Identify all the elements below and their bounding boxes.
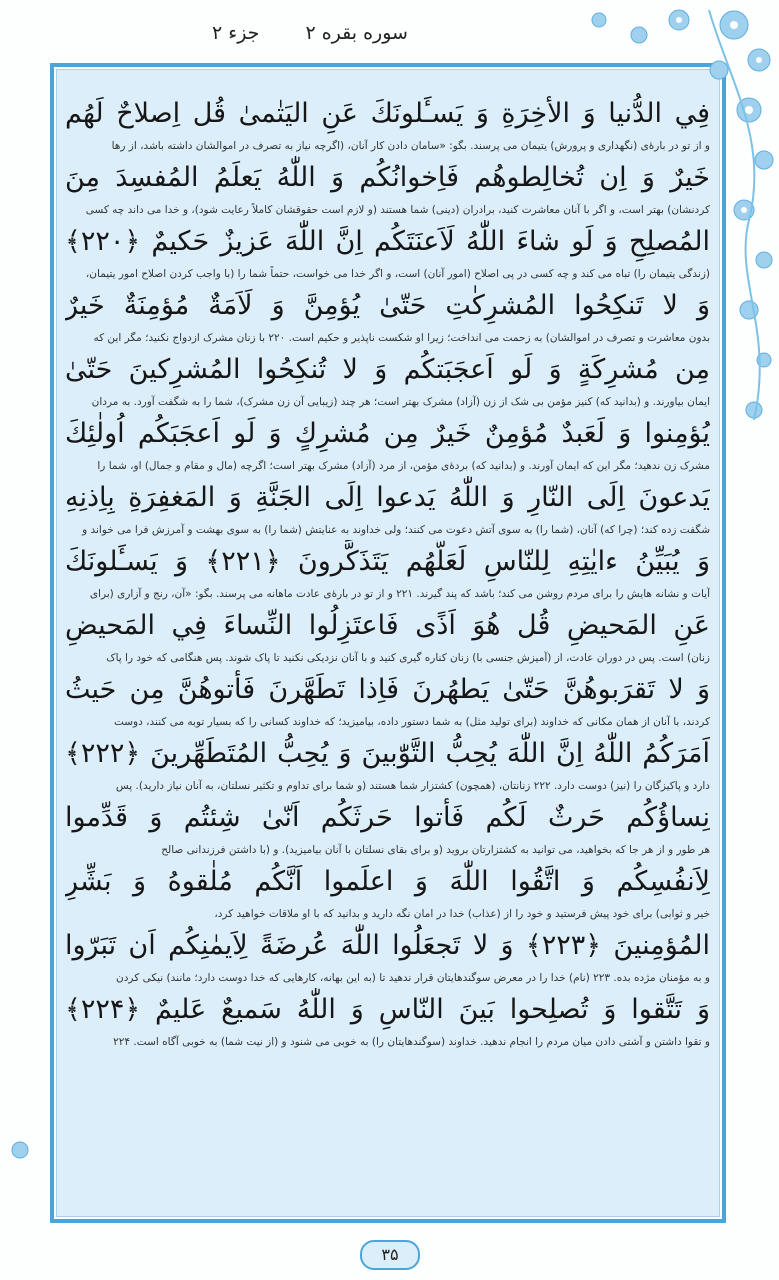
persian-translation-line: شگفت زده کند؛ (چرا که) آنان، (شما را) به سوی آتش دعوت می کنند؛ ولی خداوند به عنایتش (شما را) به سوی بهشت و آمرزش فرا می خواند و <box>82 524 710 536</box>
arabic-verse-line: مِن مُشرِكَةٍ وَ لَو اَعجَبَتكُم وَ لا تُنكِحُوا المُشرِكينَ حَتّىٰ <box>65 354 710 385</box>
surah-label: سوره بقره ۲ <box>305 22 408 44</box>
corner-ornament-icon <box>0 1130 40 1170</box>
arabic-verse-line: وَ تَتَّقوا وَ تُصلِحوا بَينَ النّاسِ وَ اللّٰهُ سَميعٌ عَليمٌ ﴿۲۲۴﴾ <box>65 994 710 1025</box>
persian-translation-line: زنان) است. پس در دوران عادت، از (آمیزش جنسی با) زنان کناره گیری کنید و با آنان نزدیکی نکنید تا پاک شوند. پس هنگامی که خود را پاک <box>106 652 710 664</box>
persian-translation-line: و از تو در بارۀی (نگهداری و پرورش) یتیمان می پرسند. بگو: «سامان دادن کار آنان، (اگرچه نیاز به تصرف در اموالشان داشته باشد، از رها <box>111 140 710 152</box>
persian-translation-line: بدون معاشرت و تصرف در اموالشان) به زحمت می انداخت؛ زیرا او شکست ناپذیر و حکیم است. ۲۲۰ با زنان مشرک ازدواج نکنید؛ مگر این که <box>93 332 710 344</box>
persian-translation-line: دارد و پاکیزگان را (نیز) دوست دارد. ۲۲۲ زنانتان، (همچون) کشتزار شما هستند (و شما برای تداوم و تکثیر نسلتان، به آنان نیاز دارید). پس <box>115 780 710 792</box>
persian-translation-line: و به مؤمنان مژده بده. ۲۲۳ (نام) خدا را در معرض سوگندهایتان قرار ندهید تا (به این بهانه، کارهایی که خدا دوست دارد؛ مانند) نیکی کردن <box>116 972 710 984</box>
arabic-verse-line: يَدعونَ اِلَى النّارِ وَ اللّٰهُ يَدعوا اِلَى الجَنَّةِ وَ المَغفِرَةِ بِاِذنِهِ <box>65 482 710 513</box>
arabic-verse-line: المُصلِحِ وَ لَو شاءَ اللّٰهُ لَاَعنَتَكُم اِنَّ اللّٰهَ عَزيزٌ حَكيمٌ ﴿۲۲۰﴾ <box>65 226 710 257</box>
page-number: ۳۵ <box>360 1240 420 1270</box>
page-header <box>140 6 480 58</box>
persian-translation-line: (زندگی یتیمان را) تباه می کند و چه کسی در پی اصلاح (امور آنان) است، و اگر خدا می خواست، حتماً شما را (با واجب کردن اصلاح امور یتیمان، <box>85 268 710 280</box>
arabic-verse-line: عَنِ المَحيضِ قُل هُوَ اَذًى فَاعتَزِلُوا النِّساءَ فِي المَحيضِ <box>65 610 710 641</box>
persian-translation-line: کردند، با آنان از همان مکانی که خداوند (برای تولید مثل) به شما دستور داده، بیامیزید؛ که خداوند کسانی را که بسیار توبه می کنند، دوست <box>113 716 710 728</box>
persian-translation-line: مشرک زن ندهید؛ مگر این که ایمان آورند. و (بدانید که) بردۀی مؤمن، از مرد (آزاد) مشرک بهتر است؛ اگرچه (مال و مقام و جمال) او، شما را <box>97 460 710 472</box>
arabic-verse-line: نِساؤُكُم حَرثٌ لَكُم فَأتوا حَرثَكُم اَنّىٰ شِئتُم وَ قَدِّموا <box>65 802 710 833</box>
persian-translation-line: هر طور و از هر جا که بخواهید، می توانید به کشتزارتان بروید (و برای بقای نسلتان با آنان بیامیزید). و (با داشتن فرزندانی صالح <box>161 844 710 856</box>
arabic-verse-line: وَ لا تَنكِحُوا المُشرِكٰتِ حَتّىٰ يُؤمِنَّ وَ لَاَمَةٌ مُؤمِنَةٌ خَيرٌ <box>65 290 710 321</box>
juz-label: جزء ۲ <box>212 22 260 44</box>
persian-translation-line: ایمان بیاورند. و (بدانید که) کنیز مؤمن بی شک از زن (آزاد) مشرک بهتر است؛ هر چند (زیبایی آن زن مشرک)، شما را به شگفت آورد. به مردان <box>91 396 710 408</box>
arabic-verse-line: وَ يُبَيِّنُ ءايٰتِهِ لِلنّاسِ لَعَلَّهُم يَتَذَكَّرونَ ﴿۲۲۱﴾ وَ يَسـَٔلونَكَ <box>65 546 710 577</box>
persian-translation-line: و تقوا داشتن و آشتی دادن میان مردم را انجام ندهید. خداوند (سوگندهایتان را) به خوبی می شنود و (از نیت شما) به خوبی آگاه است. ۲۲۴ <box>113 1036 710 1048</box>
arabic-verse-line: خَيرٌ وَ اِن تُخالِطوهُم فَاِخوانُكُم وَ اللّٰهُ يَعلَمُ المُفسِدَ مِنَ <box>65 162 710 193</box>
arabic-verse-line: فِي الدُّنيا وَ الأخِرَةِ وَ يَسـَٔلونَكَ عَنِ اليَتٰمىٰ قُل اِصلاحٌ لَهُم <box>65 98 710 129</box>
arabic-verse-line: يُؤمِنوا وَ لَعَبدٌ مُؤمِنٌ خَيرٌ مِن مُشرِكٍ وَ لَو اَعجَبَكُم اُولٰئِكَ <box>65 418 710 449</box>
page-footer <box>340 1240 440 1274</box>
arabic-verse-line: المُؤمِنينَ ﴿۲۲۳﴾ وَ لا تَجعَلُوا اللّٰهَ عُرضَةً لِاَيمٰنِكُم اَن تَبَرّوا <box>65 930 710 961</box>
arabic-verse-line: وَ لا تَقرَبوهُنَّ حَتّىٰ يَطهُرنَ فَاِذا تَطَهَّرنَ فَأتوهُنَّ مِن حَيثُ <box>65 674 710 705</box>
persian-translation-line: آیات و نشانه هایش را برای مردم روشن می کند؛ باشد که پند گیرند. ۲۲۱ و از تو در بارۀی عادت ماهانه می پرسند. بگو: «آن، رنج و آزاری (برای <box>89 588 710 600</box>
quran-text-body <box>65 92 710 1052</box>
arabic-verse-line: اَمَرَكُمُ اللّٰهُ اِنَّ اللّٰهَ يُحِبُّ التَّوّٰبينَ وَ يُحِبُّ المُتَطَهِّرينَ ﴿۲۲۲﴾ <box>65 738 710 769</box>
persian-translation-line: خیر و ثوابی) برای خود پیش فرستید و خود را از (عذاب) خدا در امان نگه دارید و بدانید که با او ملاقات خواهید کرد، <box>214 908 710 920</box>
persian-translation-line: کردنشان) بهتر است، و اگر با آنان معاشرت کنید، برادران (دینی) شما هستند (و لازم است حقوقشان کاملاً رعایت شود)، و خدا می داند چه کسی <box>85 204 710 216</box>
arabic-verse-line: لِاَنفُسِكُم وَ اتَّقُوا اللّٰهَ وَ اعلَموا اَنَّكُم مُلٰقوهُ وَ بَشِّرِ <box>65 866 710 897</box>
